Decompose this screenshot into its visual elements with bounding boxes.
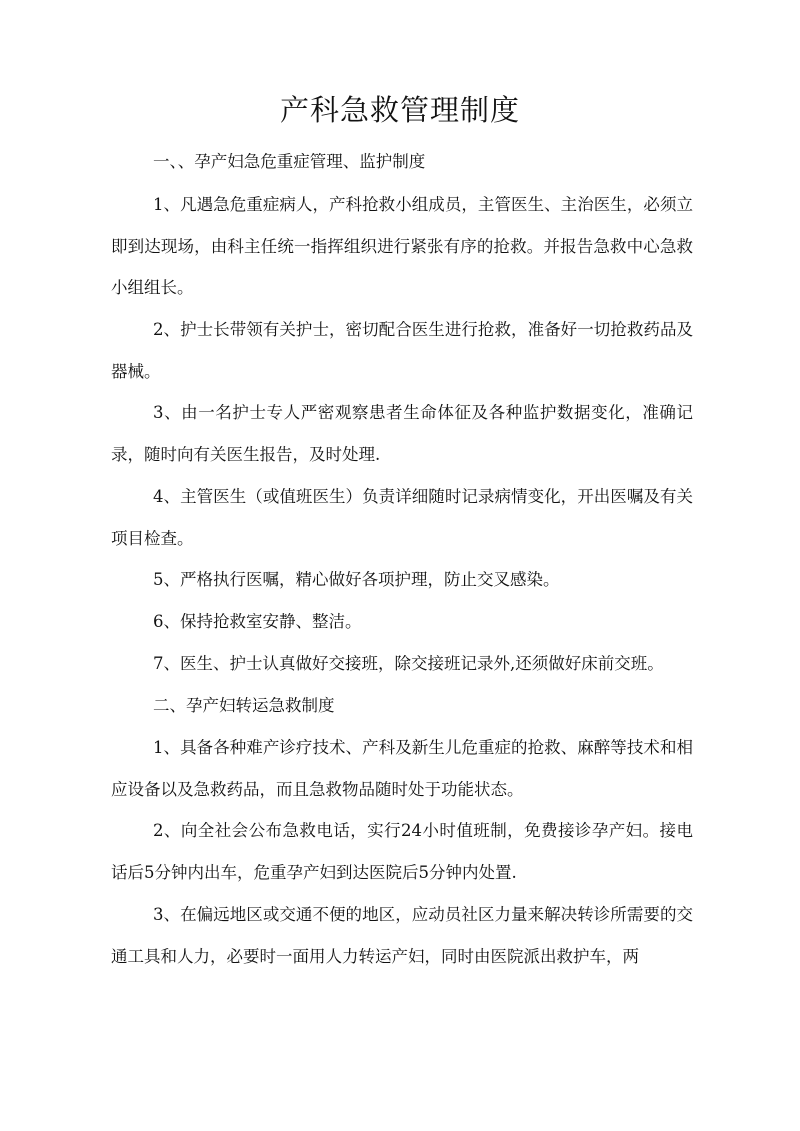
section-heading-2: 二、孕产妇转运急救制度 (153, 696, 335, 715)
paragraph-1-7: 7、医生、护士认真做好交接班，除交接班记录外,还须做好床前交班。 (153, 654, 664, 673)
section-heading-1: 一、、孕产妇急危重症管理、监护制度 (153, 152, 426, 171)
paragraph-1-2: 2、护士长带领有关护士，密切配合医生进行抢救，准备好一切抢救药品及器械。 (111, 320, 693, 381)
paragraph-1-1: 1、凡遇急危重症病人，产科抢救小组成员，主管医生、主治医生，必须立即到达现场，由科主任统一指挥组织进行紧张有序的抢救。并报告急救中心急救小组组长。 (111, 195, 693, 297)
paragraph-2-1: 1、具备各种难产诊疗技术、产科及新生儿危重症的抢救、麻醉等技术和相应设备以及急救药品，而且急救物品随时处于功能状态。 (111, 738, 693, 799)
paragraph-1-5: 5、严格执行医嘱，精心做好各项护理，防止交叉感染。 (153, 570, 560, 589)
paragraph-1-4: 4、主管医生（或值班医生）负责详细随时记录病情变化，开出医嘱及有关项目检查。 (111, 487, 693, 548)
paragraph-1-3: 3、由一名护士专人严密观察患者生命体征及各种监护数据变化，准确记录，随时向有关医生报告，及时处理. (111, 403, 693, 464)
document-title: 产科急救管理制度 (279, 93, 520, 127)
paragraph-2-2: 2、向全社会公布急救电话，实行24小时值班制，免费接诊孕产妇。接电话后5分钟内出车，危重孕产妇到达医院后5分钟内处置. (111, 821, 693, 882)
paragraph-2-3: 3、在偏远地区或交通不便的地区，应动员社区力量来解决转诊所需要的交通工具和人力，必要时一面用人力转运产妇，同时由医院派出救护车，两 (111, 905, 693, 966)
paragraph-1-6: 6、保持抢救室安静、整洁。 (153, 612, 362, 631)
